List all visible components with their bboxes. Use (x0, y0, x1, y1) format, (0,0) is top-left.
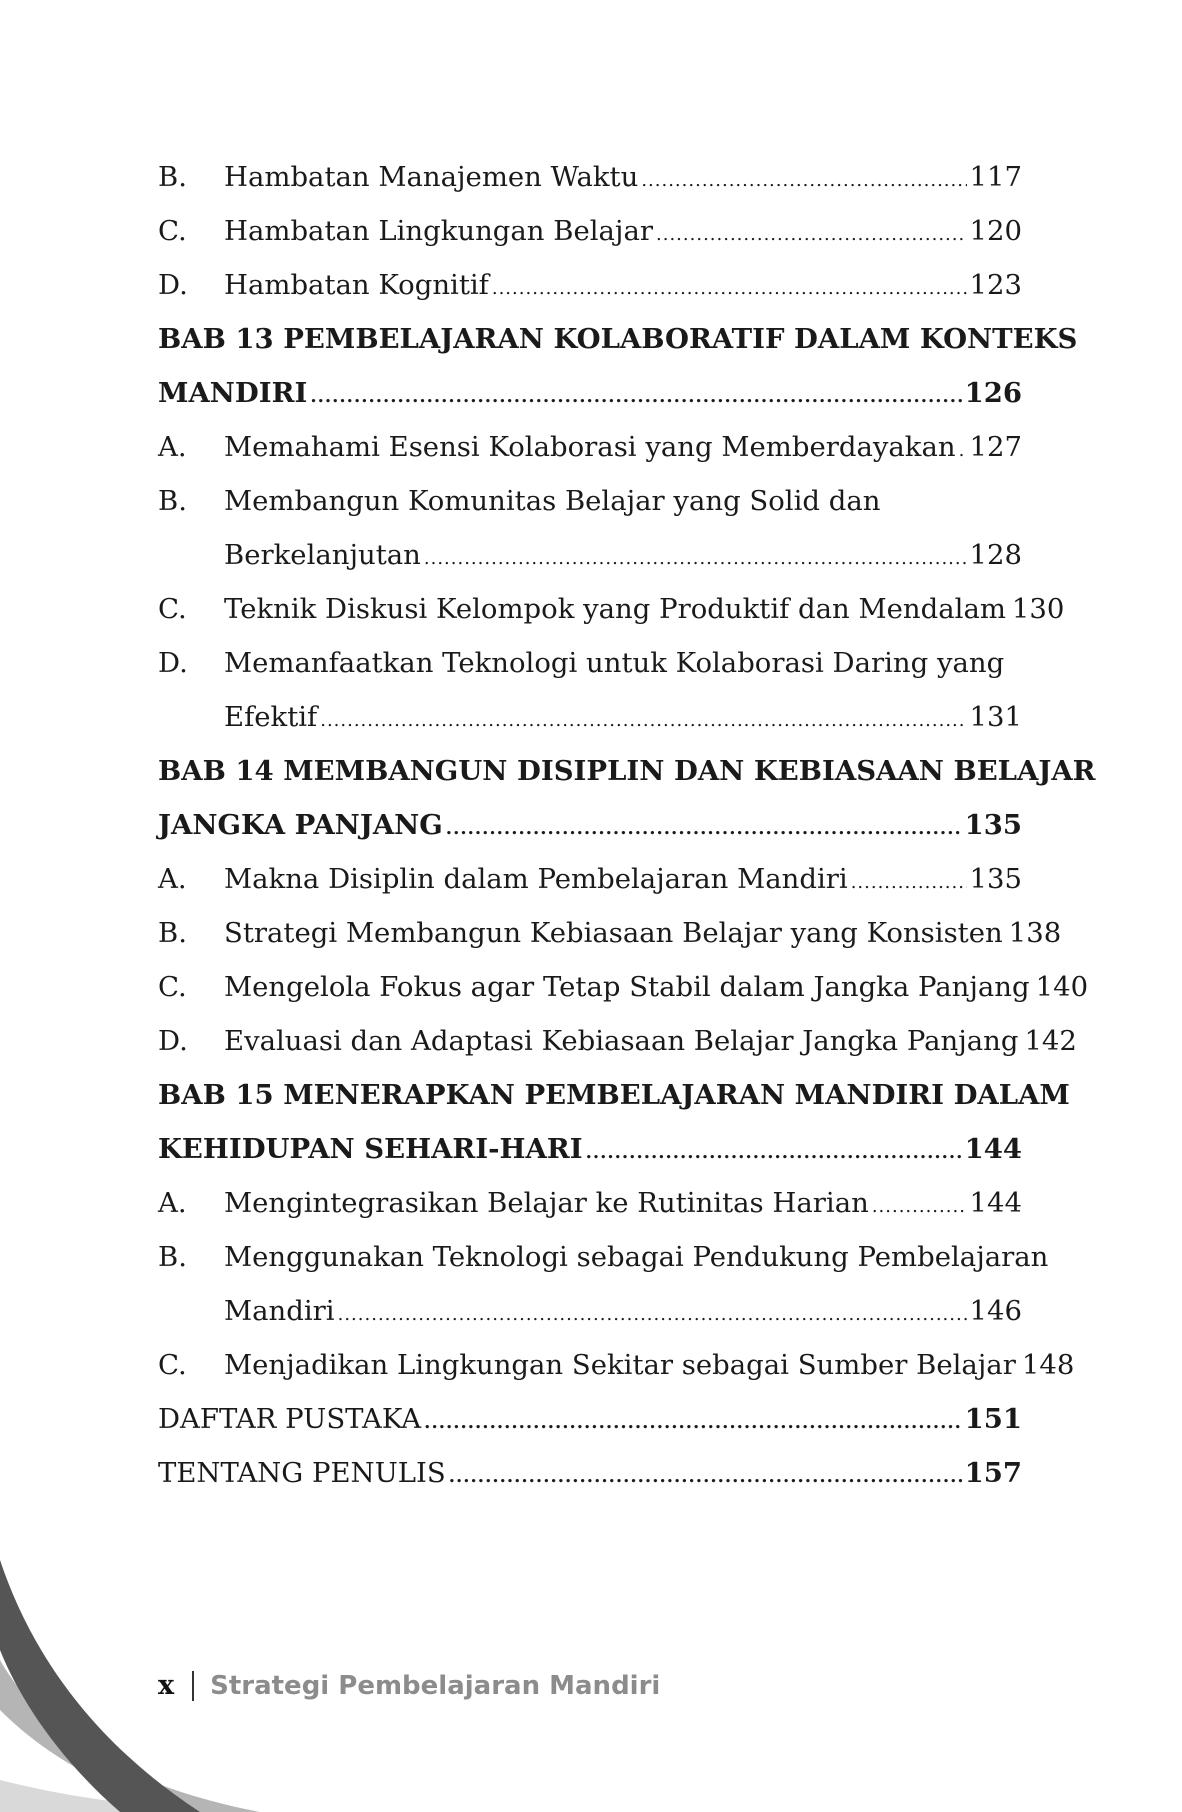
toc-section-title: Mengintegrasikan Belajar ke Rutinitas Harian (224, 1187, 869, 1219)
toc-entry-row (158, 1014, 1077, 1068)
dot-leader (338, 1288, 967, 1342)
toc-entry-row (158, 258, 1022, 312)
toc-page-number: 157 (964, 1457, 1022, 1489)
toc-section-title: Hambatan Lingkungan Belajar (224, 215, 654, 247)
footer-divider (192, 1671, 194, 1701)
toc-section-letter: C. (158, 215, 187, 247)
toc-entry-line (224, 528, 1022, 586)
toc-chapter-title-line2: KEHIDUPAN SEHARI-HARI (158, 1133, 583, 1165)
toc-section-title: Memahami Esensi Kolaborasi yang Memberdayakan (224, 431, 956, 463)
toc-section-title: Strategi Membangun Kebiasaan Belajar yang Konsisten (224, 917, 1003, 949)
toc-heading-row (158, 1122, 1022, 1176)
toc-section-letter: D. (158, 647, 188, 679)
toc-entry-line (224, 258, 1022, 316)
toc-page-number: 131 (969, 701, 1022, 733)
toc-section-title: Mengelola Fokus agar Tetap Stabil dalam Jangka Panjang (224, 971, 1030, 1003)
toc-page-number: 140 (1035, 971, 1089, 1003)
toc-page-number: 126 (964, 377, 1022, 409)
toc-page-number: 138 (1008, 917, 1062, 949)
toc-entry-line (224, 1284, 1022, 1342)
toc-entry-line (224, 582, 1065, 640)
toc-section-letter: C. (158, 593, 187, 625)
running-book-title: Strategi Pembelajaran Mandiri (210, 1670, 661, 1701)
toc-section-title: Hambatan Manajemen Waktu (224, 161, 639, 193)
toc-chapter-row (158, 1068, 1070, 1122)
toc-page-number: 120 (969, 215, 1022, 247)
toc-chapter-row (158, 312, 1078, 366)
toc-entry-line (224, 906, 1062, 964)
toc-chapter-title-line1: BAB 15 MENERAPKAN PEMBELAJARAN MANDIRI DALAM (158, 1079, 1070, 1111)
toc-page-number: 146 (969, 1295, 1022, 1327)
toc-back-matter-title: DAFTAR PUSTAKA (158, 1403, 422, 1435)
toc-entry-line (224, 204, 1022, 262)
toc-section-letter: D. (158, 269, 188, 301)
toc-heading-row (158, 366, 1022, 420)
toc-section-title: Menjadikan Lingkungan Sekitar sebagai Sumber Belajar (224, 1349, 1016, 1381)
toc-page-number: 135 (969, 863, 1022, 895)
dot-leader (446, 802, 962, 856)
toc-section-title-line1: Membangun Komunitas Belajar yang Solid dan (224, 485, 881, 517)
dot-leader (424, 532, 967, 586)
dot-leader (310, 370, 961, 424)
dot-leader (641, 154, 966, 208)
toc-entry-row (158, 960, 1089, 1014)
toc-section-title-line1: Memanfaatkan Teknologi untuk Kolaborasi Daring yang (224, 647, 1005, 679)
toc-entry-row (158, 528, 1022, 582)
page-number: x (158, 1670, 175, 1701)
toc-entry-row (158, 1338, 1075, 1392)
toc-section-title: Makna Disiplin dalam Pembelajaran Mandiri (224, 863, 848, 895)
toc-entry-line (224, 420, 1022, 478)
toc-entry-row (158, 852, 1022, 906)
toc-entry-row (158, 204, 1022, 258)
toc-section-letter: B. (158, 485, 187, 517)
toc-entry-row (158, 474, 1022, 528)
dot-leader (320, 694, 966, 748)
toc-entry-line (224, 1176, 1022, 1234)
toc-chapter-title-line2: JANGKA PANJANG (158, 809, 443, 841)
toc-entry-line (158, 1392, 1022, 1450)
dot-leader (851, 856, 967, 910)
toc-section-letter: B. (158, 1241, 187, 1273)
toc-entry-line (224, 690, 1022, 748)
toc-section-letter: D. (158, 1025, 188, 1057)
toc-page-number: 127 (969, 431, 1022, 463)
toc-heading-row (158, 798, 1022, 852)
toc-entry-line (158, 1122, 1022, 1180)
toc-chapter-row (158, 744, 1096, 798)
toc-section-title: Evaluasi dan Adaptasi Kebiasaan Belajar Jangka Panjang (224, 1025, 1019, 1057)
toc-entry-row (158, 690, 1022, 744)
toc-section-letter: B. (158, 917, 187, 949)
toc-section-title: Teknik Diskusi Kelompok yang Produktif dan Mendalam (224, 593, 1006, 625)
toc-chapter-title-line1: BAB 13 PEMBELAJARAN KOLABORATIF DALAM KONTEKS (158, 323, 1078, 355)
toc-entry-line (224, 852, 1022, 910)
toc-back-matter-title: TENTANG PENULIS (158, 1457, 446, 1489)
toc-section-letter: A. (158, 431, 187, 463)
toc-entry-row (158, 582, 1065, 636)
dot-leader (449, 1450, 962, 1504)
dot-leader (424, 1396, 961, 1450)
toc-entry-row (158, 1284, 1022, 1338)
toc-section-title-line2: Berkelanjutan (224, 539, 421, 571)
toc-section-letter: A. (158, 1187, 187, 1219)
toc-entry-line (224, 960, 1089, 1018)
toc-page-number: 130 (1011, 593, 1065, 625)
toc-page-number: 135 (964, 809, 1022, 841)
dot-leader (586, 1126, 962, 1180)
toc-entry-line (158, 798, 1022, 856)
toc-entry-row (158, 150, 1022, 204)
toc-plain-row (158, 1392, 1022, 1446)
toc-entry-row (158, 636, 1022, 690)
dot-leader (872, 1180, 967, 1234)
dot-leader (656, 208, 966, 262)
toc-chapter-title-line2: MANDIRI (158, 377, 308, 409)
toc-section-title-line1: Menggunakan Teknologi sebagai Pendukung Pembelajaran (224, 1241, 1049, 1273)
toc-section-letter: A. (158, 863, 187, 895)
toc-page-number: 123 (969, 269, 1022, 301)
toc-entry-line (158, 1446, 1022, 1504)
toc-section-title: Hambatan Kognitif (224, 269, 489, 301)
toc-entry-row (158, 1176, 1022, 1230)
toc-entry-line (158, 366, 1022, 424)
toc-section-letter: C. (158, 971, 187, 1003)
toc-section-letter: B. (158, 161, 187, 193)
table-of-contents (158, 150, 1096, 1500)
toc-page-number: 142 (1024, 1025, 1077, 1057)
toc-section-letter: C. (158, 1349, 187, 1381)
dot-leader (492, 262, 967, 316)
toc-entry-line (224, 1014, 1077, 1072)
toc-entry-line (224, 150, 1022, 208)
toc-chapter-title-line1: BAB 14 MEMBANGUN DISIPLIN DAN KEBIASAAN BELAJAR (158, 755, 1096, 787)
toc-section-title-line2: Mandiri (224, 1295, 335, 1327)
toc-entry-row (158, 1230, 1049, 1284)
toc-page-number: 148 (1021, 1349, 1075, 1381)
page-footer (158, 1670, 660, 1701)
toc-entry-line (224, 1338, 1075, 1396)
toc-plain-row (158, 1446, 1022, 1500)
toc-page-number: 151 (964, 1403, 1022, 1435)
toc-page-number: 117 (969, 161, 1022, 193)
toc-entry-row (158, 906, 1062, 960)
toc-entry-row (158, 420, 1022, 474)
dot-leader (959, 424, 967, 478)
toc-page-number: 128 (969, 539, 1022, 571)
toc-page-number: 144 (969, 1187, 1022, 1219)
toc-section-title-line2: Efektif (224, 701, 318, 733)
toc-page-number: 144 (964, 1133, 1022, 1165)
